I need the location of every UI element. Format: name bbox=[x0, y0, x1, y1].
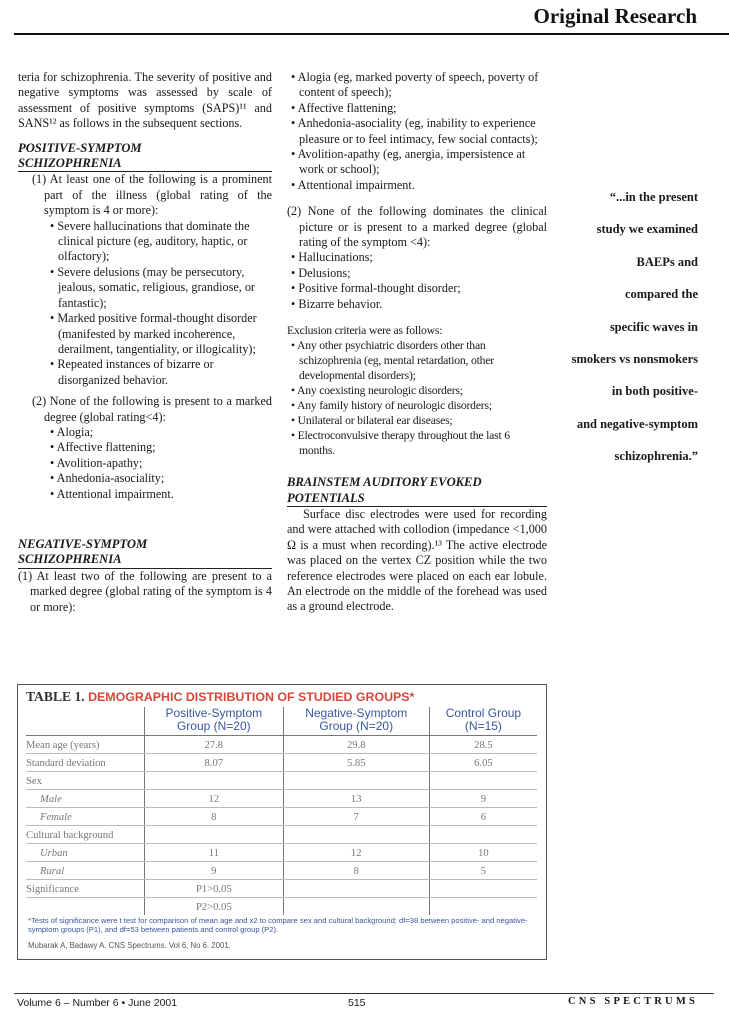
table-row bbox=[26, 844, 537, 862]
column-header bbox=[145, 707, 284, 736]
list-item: • Avolition-apathy (eg, anergia, impersistence at work or school); bbox=[287, 147, 547, 178]
journal-name: CNS SPECTRUMS bbox=[568, 996, 698, 1007]
row-label: Rural bbox=[26, 862, 145, 880]
table-cell: 6.05 bbox=[429, 754, 537, 772]
list-item: • Marked positive formal-thought disorder (manifested by marked incoherence, derailment, tangentiality, or illogicality); bbox=[46, 311, 272, 357]
row-label: Female bbox=[26, 808, 145, 826]
quote-line: schizophrenia.” bbox=[614, 449, 698, 464]
positive-criterion-2: (2) None of the following is present to a marked degree (global rating<4): bbox=[32, 394, 272, 424]
table-1 bbox=[17, 684, 547, 960]
list-item: • Avolition-apathy; bbox=[46, 456, 272, 471]
column-header-line: Control Group bbox=[445, 706, 522, 720]
table-cell bbox=[429, 772, 537, 790]
list-item: • Any other psychiatric disorders other than schizophrenia (eg, mental retardation, other developmental disorders); bbox=[287, 338, 547, 383]
negative-symptom-heading bbox=[18, 537, 272, 568]
table-cell: 8 bbox=[145, 808, 284, 826]
positive-criterion-1: (1) At least one of the following is a prominent part of the illness (global rating of the symptom is 4 or more): bbox=[32, 172, 272, 218]
column-header-line: Positive-Symptom bbox=[165, 706, 263, 720]
footer-volume: Volume 6 – Number 6 • June 2001 bbox=[17, 997, 178, 1009]
negative-criterion-2-list bbox=[287, 250, 547, 312]
table-row bbox=[26, 772, 537, 790]
quote-line: BAEPs and bbox=[636, 254, 698, 269]
quote-line: compared the bbox=[624, 287, 698, 302]
list-item: • Any coexisting neurologic disorders; bbox=[287, 383, 547, 398]
table-cell: 9 bbox=[429, 790, 537, 808]
middle-column bbox=[287, 70, 547, 615]
table-cell bbox=[283, 898, 429, 916]
list-item: • Severe hallucinations that dominate the clinical picture (eg, auditory, haptic, or olfactory); bbox=[46, 219, 272, 265]
table-cell: 11 bbox=[145, 844, 284, 862]
table-cell: 5 bbox=[429, 862, 537, 880]
table-row bbox=[26, 862, 537, 880]
section-label: Original Research bbox=[533, 4, 697, 28]
list-item: • Electroconvulsive therapy throughout the last 6 months. bbox=[287, 428, 547, 458]
list-item: • Any family history of neurologic disorders; bbox=[287, 398, 547, 413]
table-cell: 10 bbox=[429, 844, 537, 862]
heading-line: SCHIZOPHRENIA bbox=[18, 552, 122, 567]
column-header-line: Group (N=20) bbox=[319, 719, 394, 733]
table-cell: 28.5 bbox=[429, 736, 537, 754]
column-header bbox=[283, 707, 429, 736]
list-item: • Severe delusions (may be persecutory, jealous, somatic, religious, grandiose, or fantastic); bbox=[46, 265, 272, 311]
list-item: • Attentional impairment. bbox=[287, 178, 547, 193]
table-row bbox=[26, 736, 537, 754]
table-cell: 6 bbox=[429, 808, 537, 826]
table-label: TABLE 1. bbox=[26, 689, 85, 704]
column-header-line: Group (N=20) bbox=[176, 719, 251, 733]
quote-line: and negative-symptom bbox=[576, 416, 698, 431]
demographics-table bbox=[26, 707, 537, 915]
list-item: • Attentional impairment. bbox=[46, 487, 272, 502]
list-item: • Anhedonia-asociality (eg, inability to experience pleasure or to feel intimacy, few social contacts); bbox=[287, 116, 547, 147]
quote-line: in both positive- bbox=[611, 384, 698, 399]
table-cell: 7 bbox=[283, 808, 429, 826]
list-item: • Positive formal-thought disorder; bbox=[287, 281, 547, 296]
table-row bbox=[26, 790, 537, 808]
list-item: • Affective flattening; bbox=[46, 440, 272, 455]
list-item: • Delusions; bbox=[287, 266, 547, 281]
list-item: • Anhedonia-asociality; bbox=[46, 471, 272, 486]
row-label: Standard deviation bbox=[26, 754, 145, 772]
row-label: Significance bbox=[26, 880, 145, 898]
header-rule bbox=[14, 33, 729, 35]
column-header-line: (N=15) bbox=[464, 719, 502, 733]
negative-criterion-1: (1) At least two of the following are present to a marked degree (global rating of the symptom is 4 or more): bbox=[18, 568, 272, 614]
table-cell: 5.85 bbox=[283, 754, 429, 772]
table-cell: 29.8 bbox=[283, 736, 429, 754]
heading-line: POTENTIALS bbox=[287, 490, 365, 505]
list-item: • Alogia (eg, marked poverty of speech, poverty of content of speech); bbox=[287, 70, 547, 101]
heading-line: POSITIVE-SYMPTOM bbox=[18, 140, 142, 155]
significance-value: P2>0.05 bbox=[145, 898, 284, 916]
table-cell: 8.07 bbox=[145, 754, 284, 772]
heading-line: NEGATIVE-SYMPTOM bbox=[18, 536, 148, 551]
row-label: Mean age (years) bbox=[26, 736, 145, 754]
exclusion-intro: Exclusion criteria were as follows: bbox=[287, 324, 443, 338]
page-number: 515 bbox=[348, 997, 366, 1009]
list-item: • Repeated instances of bizarre or disorganized behavior. bbox=[46, 357, 272, 388]
positive-criterion-2-list bbox=[18, 425, 272, 502]
negative-criterion-2: (2) None of the following dominates the clinical picture or is present to a marked degree (global rating of the symptom <4): bbox=[287, 204, 547, 250]
table-title bbox=[26, 689, 414, 705]
left-column bbox=[18, 70, 272, 615]
table-cell: 8 bbox=[283, 862, 429, 880]
table-footnote: *Tests of significance were t test for comparison of mean age and x2 to compare sex and cultural background; df=38 between positive- and negative-symptom groups (P1), and df=53 between patients and control group (P2). bbox=[28, 916, 528, 935]
list-item: • Hallucinations; bbox=[287, 250, 547, 265]
positive-criterion-1-list bbox=[18, 219, 272, 388]
table-cell: 12 bbox=[145, 790, 284, 808]
column-header bbox=[429, 707, 537, 736]
list-item: • Alogia; bbox=[46, 425, 272, 440]
table-row bbox=[26, 754, 537, 772]
heading-line: SCHIZOPHRENIA bbox=[18, 156, 122, 171]
table-caption: DEMOGRAPHIC DISTRIBUTION OF STUDIED GROUPS* bbox=[88, 690, 415, 704]
row-label: Urban bbox=[26, 844, 145, 862]
table-header-row bbox=[26, 707, 537, 736]
list-item: • Affective flattening; bbox=[287, 101, 547, 116]
table-cell bbox=[429, 898, 537, 916]
table-cell bbox=[283, 826, 429, 844]
list-item: • Unilateral or bilateral ear diseases; bbox=[287, 413, 547, 428]
table-cell bbox=[283, 772, 429, 790]
table-row bbox=[26, 808, 537, 826]
baep-paragraph: Surface disc electrodes were used for recording and were attached with collodion (impedance <1,000 Ω is a must when recording).¹³ The active electrode was placed on the vertex CZ position while the two reference electrodes were placed on each ear lobule. An electrode on the middle of the forehead was used as a ground electrode. bbox=[287, 506, 547, 614]
footer-rule bbox=[14, 993, 714, 994]
table-row bbox=[26, 898, 537, 916]
table-cell bbox=[145, 772, 284, 790]
heading-line: BRAINSTEM AUDITORY EVOKED bbox=[287, 475, 482, 490]
column-header-line: Negative-Symptom bbox=[305, 706, 408, 720]
significance-value: P1>0.05 bbox=[145, 880, 284, 898]
table-row bbox=[26, 880, 537, 898]
positive-symptom-heading bbox=[18, 141, 272, 172]
table-cell: 9 bbox=[145, 862, 284, 880]
quote-line: specific waves in bbox=[609, 319, 698, 334]
table-cell bbox=[429, 826, 537, 844]
table-cell bbox=[145, 826, 284, 844]
table-row bbox=[26, 826, 537, 844]
table-cell: 27.8 bbox=[145, 736, 284, 754]
pull-quote bbox=[560, 181, 698, 473]
table-cell: 12 bbox=[283, 844, 429, 862]
row-label: Cultural background bbox=[26, 826, 145, 844]
stub-header bbox=[26, 707, 145, 736]
list-item: • Bizarre behavior. bbox=[287, 297, 547, 312]
intro-paragraph: teria for schizophrenia. The severity of positive and negative symptoms was assessed by scale of assessment of positive symptoms (SAPS)¹¹ and SANS¹² as follows in the subsequent sections. bbox=[18, 70, 272, 131]
quote-line: study we examined bbox=[596, 222, 698, 237]
table-citation: Mubarak A, Badawy A. CNS Spectrums. Vol 6, No 6. 2001. bbox=[28, 941, 231, 950]
negative-criterion-1-list bbox=[287, 70, 547, 193]
table-cell bbox=[429, 880, 537, 898]
exclusion-list bbox=[287, 338, 547, 458]
quote-line: “...in the present bbox=[609, 190, 698, 204]
quote-line: smokers vs nonsmokers bbox=[571, 352, 698, 367]
baep-heading bbox=[287, 475, 547, 506]
row-label: Male bbox=[26, 790, 145, 808]
row-label: Sex bbox=[26, 772, 145, 790]
row-label bbox=[26, 898, 145, 916]
table-cell bbox=[283, 880, 429, 898]
table-cell: 13 bbox=[283, 790, 429, 808]
